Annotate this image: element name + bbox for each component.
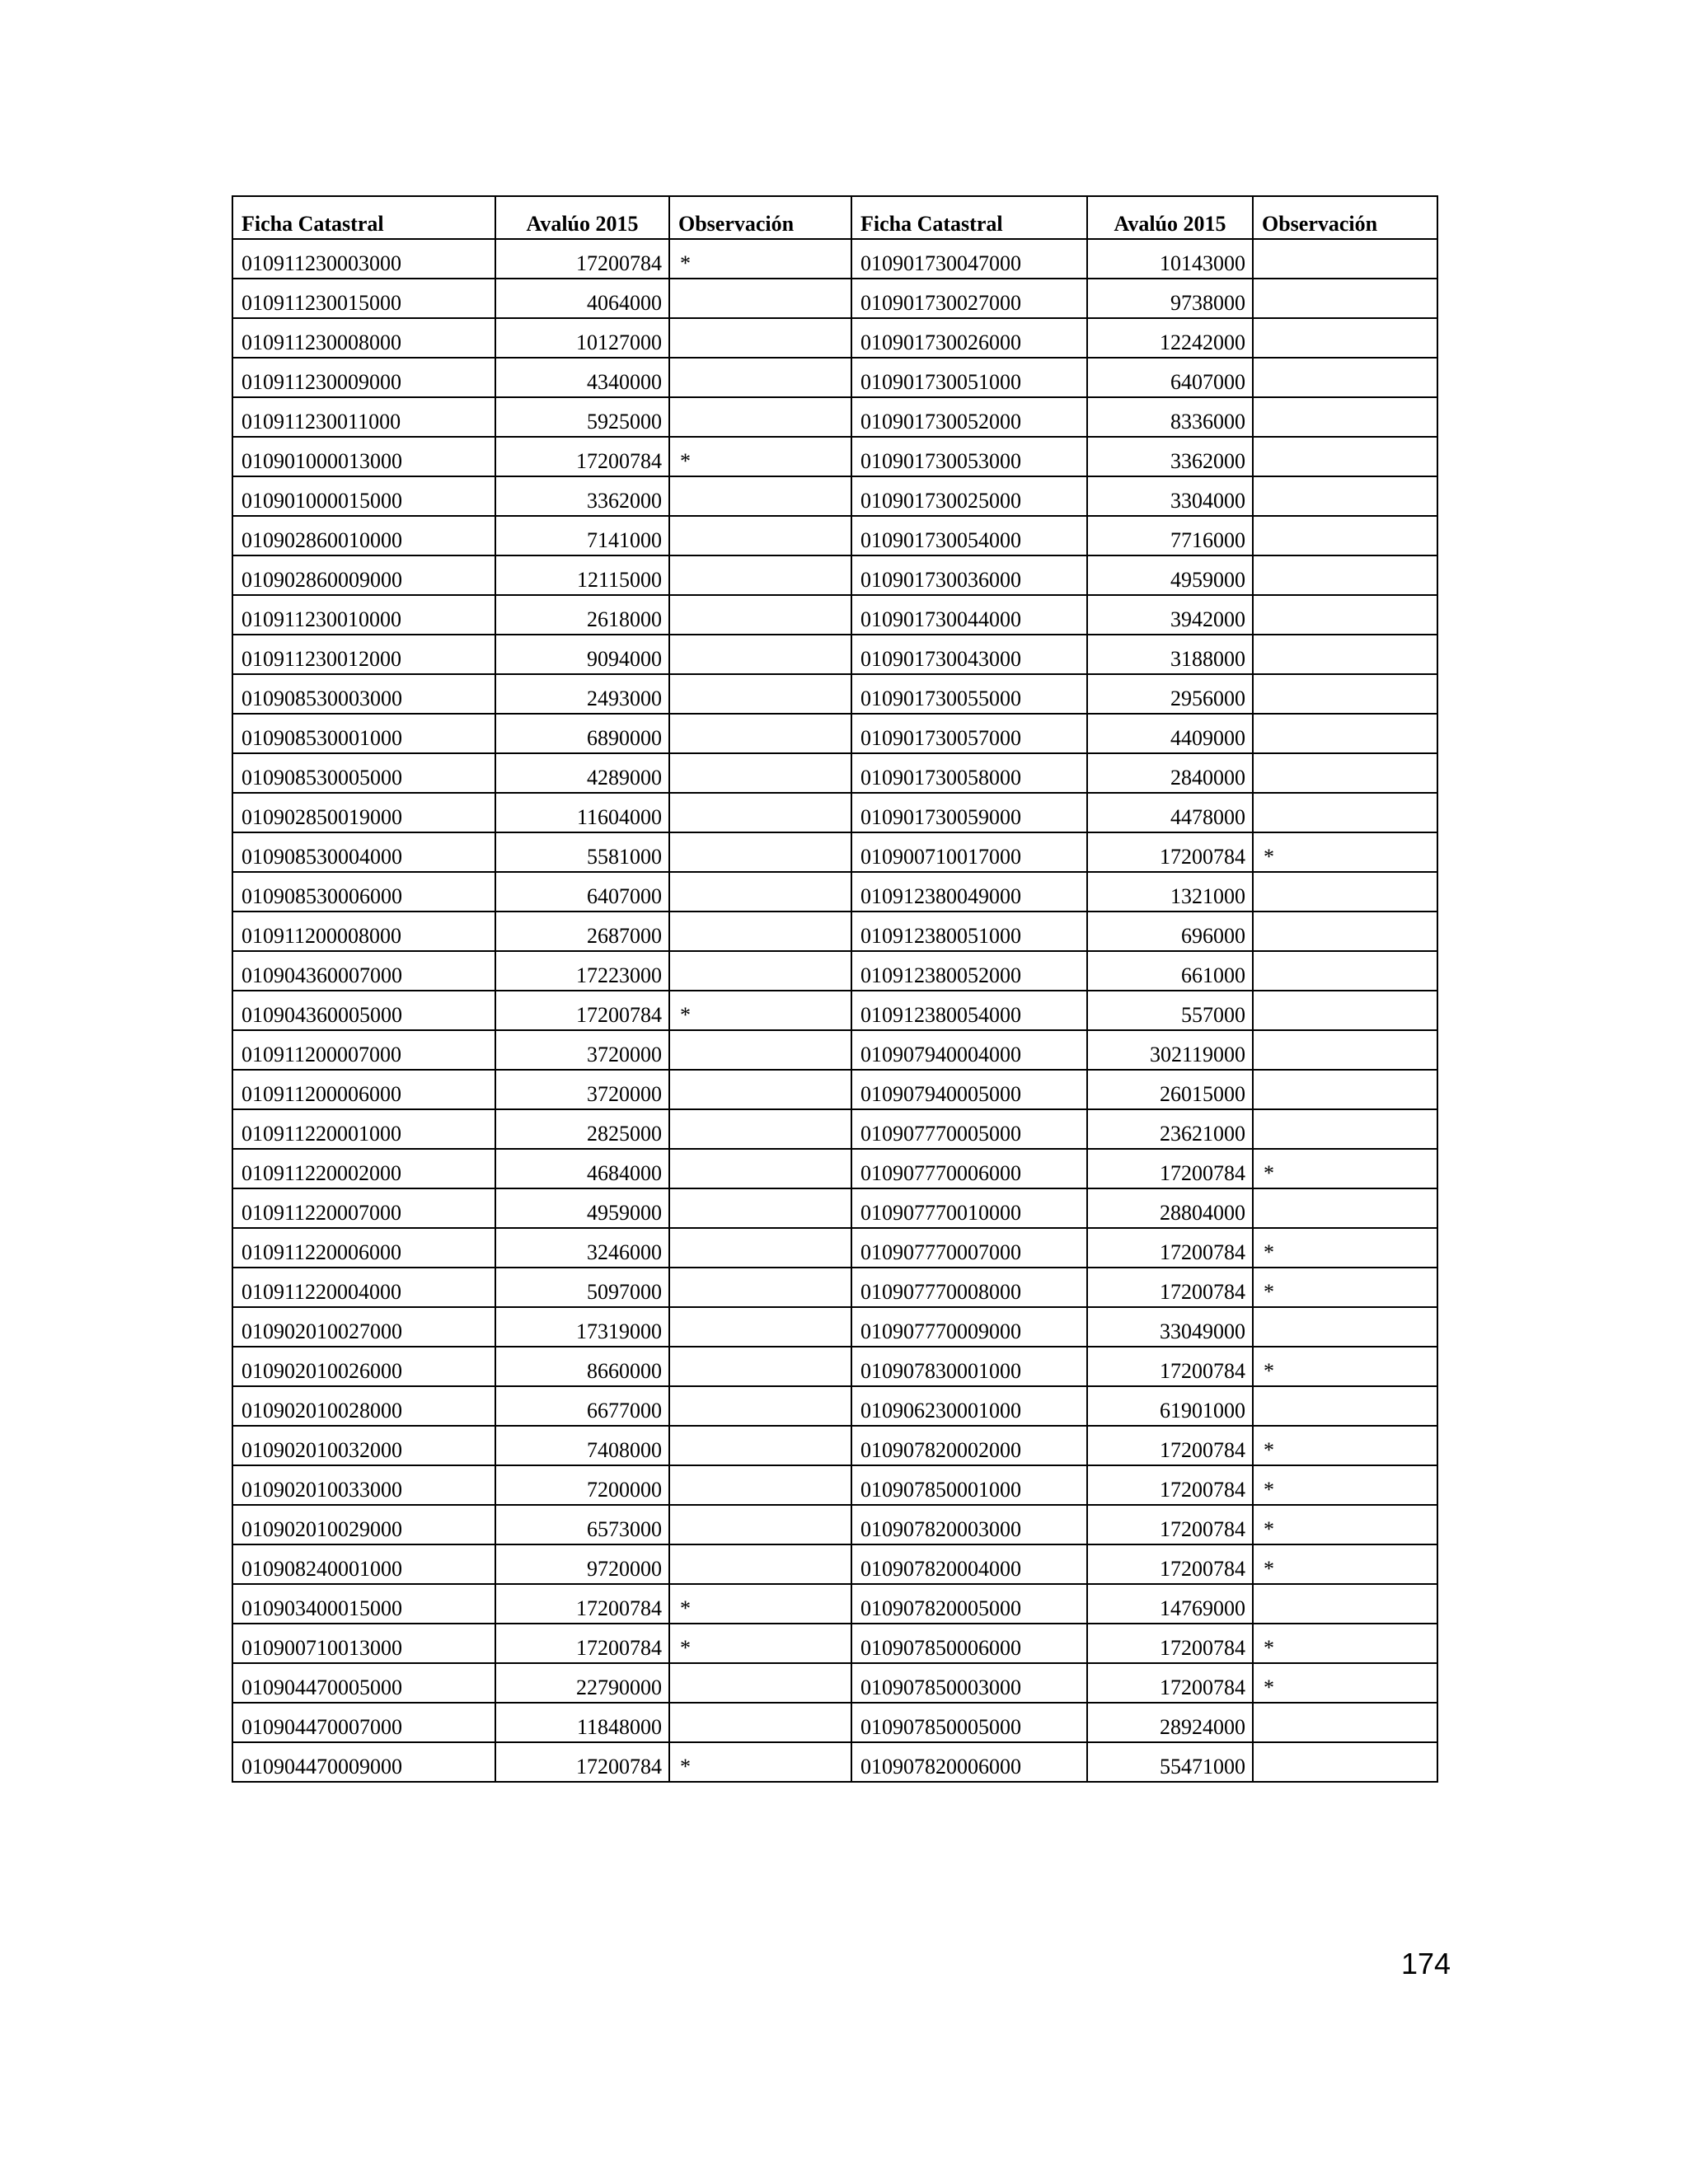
- cell-observacion: [669, 1347, 851, 1386]
- cell-observacion-2: [1253, 872, 1437, 912]
- table-row: [232, 516, 1437, 555]
- cell-ficha-catastral-2: 010907820004000: [851, 1544, 1087, 1584]
- table-row: [232, 1465, 1437, 1505]
- cell-observacion-2: *: [1253, 1347, 1437, 1386]
- cell-observacion-2: [1253, 397, 1437, 437]
- cell-observacion: [669, 1663, 851, 1703]
- table-row: [232, 872, 1437, 912]
- cell-observacion-2: [1253, 437, 1437, 476]
- cell-ficha-catastral-2: 010907940005000: [851, 1070, 1087, 1109]
- cell-ficha-catastral: 010911220006000: [232, 1228, 495, 1268]
- cell-avaluo-2015-2: 17200784: [1087, 1426, 1253, 1465]
- cell-ficha-catastral: 010900710013000: [232, 1624, 495, 1663]
- cell-ficha-catastral: 010908530001000: [232, 714, 495, 753]
- cell-observacion: [669, 1149, 851, 1188]
- cell-ficha-catastral-2: 010901730052000: [851, 397, 1087, 437]
- cell-ficha-catastral: 010911230009000: [232, 358, 495, 397]
- cell-avaluo-2015-2: 33049000: [1087, 1307, 1253, 1347]
- cell-avaluo-2015: 10127000: [495, 318, 669, 358]
- cell-observacion: [669, 714, 851, 753]
- table-header-row: [232, 196, 1437, 239]
- cell-observacion-2: [1253, 714, 1437, 753]
- table-row: [232, 1307, 1437, 1347]
- table-row: [232, 1149, 1437, 1188]
- cell-observacion-2: [1253, 1742, 1437, 1782]
- cell-ficha-catastral-2: 010901730043000: [851, 635, 1087, 674]
- table-row: [232, 912, 1437, 951]
- cell-ficha-catastral-2: 010907820003000: [851, 1505, 1087, 1544]
- cell-ficha-catastral-2: 010901730044000: [851, 595, 1087, 635]
- header-ficha-catastral: Ficha Catastral: [232, 196, 495, 239]
- table-row: [232, 358, 1437, 397]
- cell-observacion-2: [1253, 793, 1437, 832]
- cell-ficha-catastral-2: 010906230001000: [851, 1386, 1087, 1426]
- cell-avaluo-2015: 9720000: [495, 1544, 669, 1584]
- table-row: [232, 476, 1437, 516]
- cell-avaluo-2015-2: 3188000: [1087, 635, 1253, 674]
- cadastral-table: [232, 195, 1438, 1783]
- table-row: [232, 1188, 1437, 1228]
- cell-observacion-2: [1253, 279, 1437, 318]
- table-row: [232, 753, 1437, 793]
- table-row: [232, 1347, 1437, 1386]
- cell-ficha-catastral: 010911230015000: [232, 279, 495, 318]
- cell-avaluo-2015-2: 17200784: [1087, 1663, 1253, 1703]
- table-row: [232, 1505, 1437, 1544]
- cell-ficha-catastral-2: 010907770010000: [851, 1188, 1087, 1228]
- cell-ficha-catastral-2: 010912380054000: [851, 991, 1087, 1030]
- table-row: [232, 635, 1437, 674]
- cell-observacion-2: [1253, 1109, 1437, 1149]
- cell-avaluo-2015-2: 28804000: [1087, 1188, 1253, 1228]
- cell-observacion: *: [669, 1742, 851, 1782]
- cell-observacion-2: [1253, 1386, 1437, 1426]
- cell-ficha-catastral-2: 010912380051000: [851, 912, 1087, 951]
- cell-ficha-catastral: 010911230010000: [232, 595, 495, 635]
- cell-avaluo-2015: 7141000: [495, 516, 669, 555]
- cell-ficha-catastral: 010911230011000: [232, 397, 495, 437]
- cell-avaluo-2015: 17200784: [495, 1584, 669, 1624]
- cell-observacion-2: [1253, 753, 1437, 793]
- cell-observacion: *: [669, 239, 851, 279]
- cell-ficha-catastral: 010902010026000: [232, 1347, 495, 1386]
- cell-ficha-catastral: 010904470007000: [232, 1703, 495, 1742]
- cell-avaluo-2015: 3246000: [495, 1228, 669, 1268]
- cell-avaluo-2015: 2618000: [495, 595, 669, 635]
- cell-observacion: [669, 1228, 851, 1268]
- cell-ficha-catastral-2: 010912380052000: [851, 951, 1087, 991]
- header-ficha-catastral-2: Ficha Catastral: [851, 196, 1087, 239]
- cell-observacion: [669, 951, 851, 991]
- cell-ficha-catastral: 010902850019000: [232, 793, 495, 832]
- cell-avaluo-2015: 3720000: [495, 1070, 669, 1109]
- cell-observacion-2: [1253, 239, 1437, 279]
- cell-observacion-2: [1253, 1070, 1437, 1109]
- cell-avaluo-2015-2: 1321000: [1087, 872, 1253, 912]
- cell-observacion: [669, 1268, 851, 1307]
- table-row: [232, 1070, 1437, 1109]
- header-avaluo-2015-2: Avalúo 2015: [1087, 196, 1253, 239]
- cell-observacion: [669, 516, 851, 555]
- cell-observacion: [669, 832, 851, 872]
- table-row: [232, 555, 1437, 595]
- cell-observacion: [669, 872, 851, 912]
- cell-observacion: [669, 793, 851, 832]
- table-row: [232, 1624, 1437, 1663]
- cell-avaluo-2015-2: 661000: [1087, 951, 1253, 991]
- cell-avaluo-2015-2: 17200784: [1087, 1149, 1253, 1188]
- cell-observacion: [669, 1465, 851, 1505]
- cell-avaluo-2015-2: 557000: [1087, 991, 1253, 1030]
- cell-observacion-2: [1253, 674, 1437, 714]
- cell-ficha-catastral-2: 010901730058000: [851, 753, 1087, 793]
- header-observacion-2: Observación: [1253, 196, 1437, 239]
- cell-avaluo-2015-2: 2956000: [1087, 674, 1253, 714]
- cell-observacion-2: [1253, 318, 1437, 358]
- table-row: [232, 1703, 1437, 1742]
- cell-avaluo-2015: 17319000: [495, 1307, 669, 1347]
- cell-avaluo-2015-2: 4409000: [1087, 714, 1253, 753]
- cell-observacion: [669, 397, 851, 437]
- cell-avaluo-2015: 17200784: [495, 239, 669, 279]
- cell-observacion-2: [1253, 1307, 1437, 1347]
- cell-ficha-catastral-2: 010907770007000: [851, 1228, 1087, 1268]
- cell-observacion-2: *: [1253, 1663, 1437, 1703]
- cell-ficha-catastral: 010902860010000: [232, 516, 495, 555]
- cell-avaluo-2015-2: 302119000: [1087, 1030, 1253, 1070]
- cell-avaluo-2015-2: 17200784: [1087, 1347, 1253, 1386]
- cell-ficha-catastral: 010902010028000: [232, 1386, 495, 1426]
- cell-ficha-catastral-2: 010907820005000: [851, 1584, 1087, 1624]
- table-row: [232, 1544, 1437, 1584]
- cell-observacion-2: [1253, 476, 1437, 516]
- cell-avaluo-2015: 17200784: [495, 437, 669, 476]
- table-row: [232, 397, 1437, 437]
- cell-ficha-catastral-2: 010901730025000: [851, 476, 1087, 516]
- cell-avaluo-2015-2: 28924000: [1087, 1703, 1253, 1742]
- cell-ficha-catastral: 010908240001000: [232, 1544, 495, 1584]
- cell-ficha-catastral: 010904470009000: [232, 1742, 495, 1782]
- cell-ficha-catastral: 010902010029000: [232, 1505, 495, 1544]
- cell-ficha-catastral: 010911220001000: [232, 1109, 495, 1149]
- cell-observacion: [669, 595, 851, 635]
- cell-ficha-catastral-2: 010901730027000: [851, 279, 1087, 318]
- cell-avaluo-2015-2: 17200784: [1087, 1544, 1253, 1584]
- cell-observacion: [669, 1188, 851, 1228]
- table-row: [232, 437, 1437, 476]
- cell-ficha-catastral-2: 010900710017000: [851, 832, 1087, 872]
- cell-ficha-catastral-2: 010907820002000: [851, 1426, 1087, 1465]
- cell-ficha-catastral-2: 010907830001000: [851, 1347, 1087, 1386]
- cell-observacion: *: [669, 437, 851, 476]
- cell-observacion: [669, 1307, 851, 1347]
- cell-ficha-catastral: 010908530006000: [232, 872, 495, 912]
- cell-ficha-catastral-2: 010907770009000: [851, 1307, 1087, 1347]
- cell-ficha-catastral: 010911220007000: [232, 1188, 495, 1228]
- cell-avaluo-2015-2: 7716000: [1087, 516, 1253, 555]
- cell-avaluo-2015: 6890000: [495, 714, 669, 753]
- cell-observacion: [669, 1386, 851, 1426]
- cell-observacion-2: [1253, 358, 1437, 397]
- cell-ficha-catastral-2: 010901730059000: [851, 793, 1087, 832]
- cell-avaluo-2015-2: 6407000: [1087, 358, 1253, 397]
- cell-avaluo-2015: 2493000: [495, 674, 669, 714]
- table-row: [232, 832, 1437, 872]
- cell-avaluo-2015: 22790000: [495, 1663, 669, 1703]
- cell-avaluo-2015: 6573000: [495, 1505, 669, 1544]
- cell-observacion-2: [1253, 951, 1437, 991]
- cell-observacion: [669, 1426, 851, 1465]
- cell-ficha-catastral-2: 010901730054000: [851, 516, 1087, 555]
- cell-avaluo-2015: 5097000: [495, 1268, 669, 1307]
- cell-avaluo-2015-2: 23621000: [1087, 1109, 1253, 1149]
- cell-avaluo-2015: 3362000: [495, 476, 669, 516]
- cell-avaluo-2015: 11604000: [495, 793, 669, 832]
- page-number: 174: [1401, 1947, 1451, 1980]
- cell-ficha-catastral: 010902010027000: [232, 1307, 495, 1347]
- cell-avaluo-2015-2: 8336000: [1087, 397, 1253, 437]
- cell-avaluo-2015-2: 55471000: [1087, 1742, 1253, 1782]
- table-row: [232, 1228, 1437, 1268]
- cell-avaluo-2015-2: 17200784: [1087, 1624, 1253, 1663]
- cell-observacion: [669, 753, 851, 793]
- table-row: [232, 1268, 1437, 1307]
- cell-observacion: [669, 476, 851, 516]
- cell-observacion-2: [1253, 912, 1437, 951]
- cell-ficha-catastral: 010911200006000: [232, 1070, 495, 1109]
- cell-observacion-2: *: [1253, 1544, 1437, 1584]
- cell-observacion: [669, 1070, 851, 1109]
- cell-avaluo-2015: 4959000: [495, 1188, 669, 1228]
- cell-avaluo-2015: 2687000: [495, 912, 669, 951]
- cell-ficha-catastral-2: 010901730036000: [851, 555, 1087, 595]
- cell-observacion: [669, 912, 851, 951]
- table-row: [232, 1742, 1437, 1782]
- cell-avaluo-2015-2: 696000: [1087, 912, 1253, 951]
- cell-avaluo-2015: 6407000: [495, 872, 669, 912]
- table-row: [232, 318, 1437, 358]
- cell-ficha-catastral-2: 010901730026000: [851, 318, 1087, 358]
- cell-observacion-2: [1253, 1584, 1437, 1624]
- cell-observacion-2: *: [1253, 1624, 1437, 1663]
- table-row: [232, 1426, 1437, 1465]
- cell-avaluo-2015: 5925000: [495, 397, 669, 437]
- cell-observacion-2: *: [1253, 1268, 1437, 1307]
- cell-ficha-catastral: 010903400015000: [232, 1584, 495, 1624]
- cell-ficha-catastral: 010901000015000: [232, 476, 495, 516]
- cell-ficha-catastral-2: 010907850005000: [851, 1703, 1087, 1742]
- cell-ficha-catastral-2: 010907770006000: [851, 1149, 1087, 1188]
- cell-ficha-catastral-2: 010901730055000: [851, 674, 1087, 714]
- cell-ficha-catastral-2: 010901730057000: [851, 714, 1087, 753]
- cell-avaluo-2015-2: 2840000: [1087, 753, 1253, 793]
- cell-ficha-catastral-2: 010907850001000: [851, 1465, 1087, 1505]
- cell-avaluo-2015: 2825000: [495, 1109, 669, 1149]
- cell-observacion-2: [1253, 1030, 1437, 1070]
- cell-avaluo-2015: 17223000: [495, 951, 669, 991]
- cell-ficha-catastral: 010911230003000: [232, 239, 495, 279]
- table-row: [232, 1109, 1437, 1149]
- cell-observacion-2: [1253, 555, 1437, 595]
- table-row: [232, 1584, 1437, 1624]
- cell-ficha-catastral: 010911220002000: [232, 1149, 495, 1188]
- cell-observacion: [669, 318, 851, 358]
- cell-ficha-catastral: 010901000013000: [232, 437, 495, 476]
- cell-avaluo-2015-2: 3362000: [1087, 437, 1253, 476]
- cell-avaluo-2015-2: 9738000: [1087, 279, 1253, 318]
- cell-avaluo-2015: 17200784: [495, 1624, 669, 1663]
- cell-avaluo-2015: 11848000: [495, 1703, 669, 1742]
- cell-observacion-2: [1253, 516, 1437, 555]
- cell-observacion-2: *: [1253, 1465, 1437, 1505]
- table-row: [232, 239, 1437, 279]
- cell-avaluo-2015: 9094000: [495, 635, 669, 674]
- cell-observacion-2: *: [1253, 1149, 1437, 1188]
- cell-ficha-catastral: 010904360005000: [232, 991, 495, 1030]
- cell-avaluo-2015: 8660000: [495, 1347, 669, 1386]
- header-avaluo-2015: Avalúo 2015: [495, 196, 669, 239]
- cell-ficha-catastral: 010908530004000: [232, 832, 495, 872]
- cell-ficha-catastral-2: 010907850003000: [851, 1663, 1087, 1703]
- table-row: [232, 674, 1437, 714]
- cell-avaluo-2015-2: 17200784: [1087, 1268, 1253, 1307]
- cell-observacion: [669, 635, 851, 674]
- cell-ficha-catastral: 010904360007000: [232, 951, 495, 991]
- cell-avaluo-2015: 7200000: [495, 1465, 669, 1505]
- cell-ficha-catastral: 010902010032000: [232, 1426, 495, 1465]
- cell-ficha-catastral-2: 010907770008000: [851, 1268, 1087, 1307]
- cell-observacion: [669, 279, 851, 318]
- cell-ficha-catastral: 010911230008000: [232, 318, 495, 358]
- cell-observacion-2: [1253, 635, 1437, 674]
- cell-observacion-2: [1253, 991, 1437, 1030]
- table-row: [232, 714, 1437, 753]
- cell-avaluo-2015-2: 14769000: [1087, 1584, 1253, 1624]
- cell-ficha-catastral-2: 010907770005000: [851, 1109, 1087, 1149]
- cell-ficha-catastral-2: 010907820006000: [851, 1742, 1087, 1782]
- table-row: [232, 951, 1437, 991]
- cell-avaluo-2015: 4289000: [495, 753, 669, 793]
- cell-avaluo-2015: 3720000: [495, 1030, 669, 1070]
- header-observacion: Observación: [669, 196, 851, 239]
- cell-ficha-catastral: 010911220004000: [232, 1268, 495, 1307]
- cell-observacion: [669, 1544, 851, 1584]
- cell-avaluo-2015-2: 17200784: [1087, 1465, 1253, 1505]
- table-row: [232, 1386, 1437, 1426]
- cell-ficha-catastral: 010911200008000: [232, 912, 495, 951]
- table-row: [232, 1030, 1437, 1070]
- cell-ficha-catastral-2: 010901730051000: [851, 358, 1087, 397]
- cell-observacion: *: [669, 1584, 851, 1624]
- cell-observacion-2: *: [1253, 832, 1437, 872]
- cell-ficha-catastral: 010908530005000: [232, 753, 495, 793]
- cell-observacion-2: *: [1253, 1505, 1437, 1544]
- cell-observacion: [669, 1030, 851, 1070]
- table-row: [232, 1663, 1437, 1703]
- table-body: [232, 239, 1437, 1782]
- cell-observacion: [669, 1703, 851, 1742]
- cell-avaluo-2015: 17200784: [495, 1742, 669, 1782]
- cell-avaluo-2015: 4340000: [495, 358, 669, 397]
- cell-observacion: [669, 1109, 851, 1149]
- cell-observacion: [669, 674, 851, 714]
- cell-observacion: *: [669, 1624, 851, 1663]
- cell-ficha-catastral: 010902010033000: [232, 1465, 495, 1505]
- cell-observacion: *: [669, 991, 851, 1030]
- cell-observacion-2: [1253, 1703, 1437, 1742]
- cell-avaluo-2015: 4064000: [495, 279, 669, 318]
- cell-observacion-2: *: [1253, 1426, 1437, 1465]
- cell-ficha-catastral: 010911200007000: [232, 1030, 495, 1070]
- cell-avaluo-2015: 5581000: [495, 832, 669, 872]
- cell-ficha-catastral-2: 010907940004000: [851, 1030, 1087, 1070]
- cell-avaluo-2015-2: 17200784: [1087, 1505, 1253, 1544]
- cell-avaluo-2015: 17200784: [495, 991, 669, 1030]
- cell-avaluo-2015-2: 4478000: [1087, 793, 1253, 832]
- cell-avaluo-2015-2: 10143000: [1087, 239, 1253, 279]
- cell-avaluo-2015-2: 26015000: [1087, 1070, 1253, 1109]
- cell-observacion: [669, 1505, 851, 1544]
- cell-avaluo-2015-2: 4959000: [1087, 555, 1253, 595]
- cell-avaluo-2015: 4684000: [495, 1149, 669, 1188]
- cell-avaluo-2015: 7408000: [495, 1426, 669, 1465]
- cell-observacion-2: [1253, 595, 1437, 635]
- cell-observacion: [669, 555, 851, 595]
- table-row: [232, 793, 1437, 832]
- cell-observacion-2: [1253, 1188, 1437, 1228]
- cell-ficha-catastral-2: 010907850006000: [851, 1624, 1087, 1663]
- table-row: [232, 279, 1437, 318]
- table-row: [232, 595, 1437, 635]
- table-row: [232, 991, 1437, 1030]
- cell-ficha-catastral: 010904470005000: [232, 1663, 495, 1703]
- cell-ficha-catastral: 010902860009000: [232, 555, 495, 595]
- cell-ficha-catastral-2: 010901730047000: [851, 239, 1087, 279]
- cell-observacion: [669, 358, 851, 397]
- cell-avaluo-2015-2: 3942000: [1087, 595, 1253, 635]
- cell-observacion-2: *: [1253, 1228, 1437, 1268]
- cell-avaluo-2015-2: 61901000: [1087, 1386, 1253, 1426]
- cell-ficha-catastral: 010908530003000: [232, 674, 495, 714]
- cell-avaluo-2015: 12115000: [495, 555, 669, 595]
- cell-ficha-catastral-2: 010912380049000: [851, 872, 1087, 912]
- cell-avaluo-2015-2: 12242000: [1087, 318, 1253, 358]
- cell-avaluo-2015-2: 3304000: [1087, 476, 1253, 516]
- cell-ficha-catastral-2: 010901730053000: [851, 437, 1087, 476]
- cell-ficha-catastral: 010911230012000: [232, 635, 495, 674]
- cell-avaluo-2015: 6677000: [495, 1386, 669, 1426]
- cell-avaluo-2015-2: 17200784: [1087, 832, 1253, 872]
- cell-avaluo-2015-2: 17200784: [1087, 1228, 1253, 1268]
